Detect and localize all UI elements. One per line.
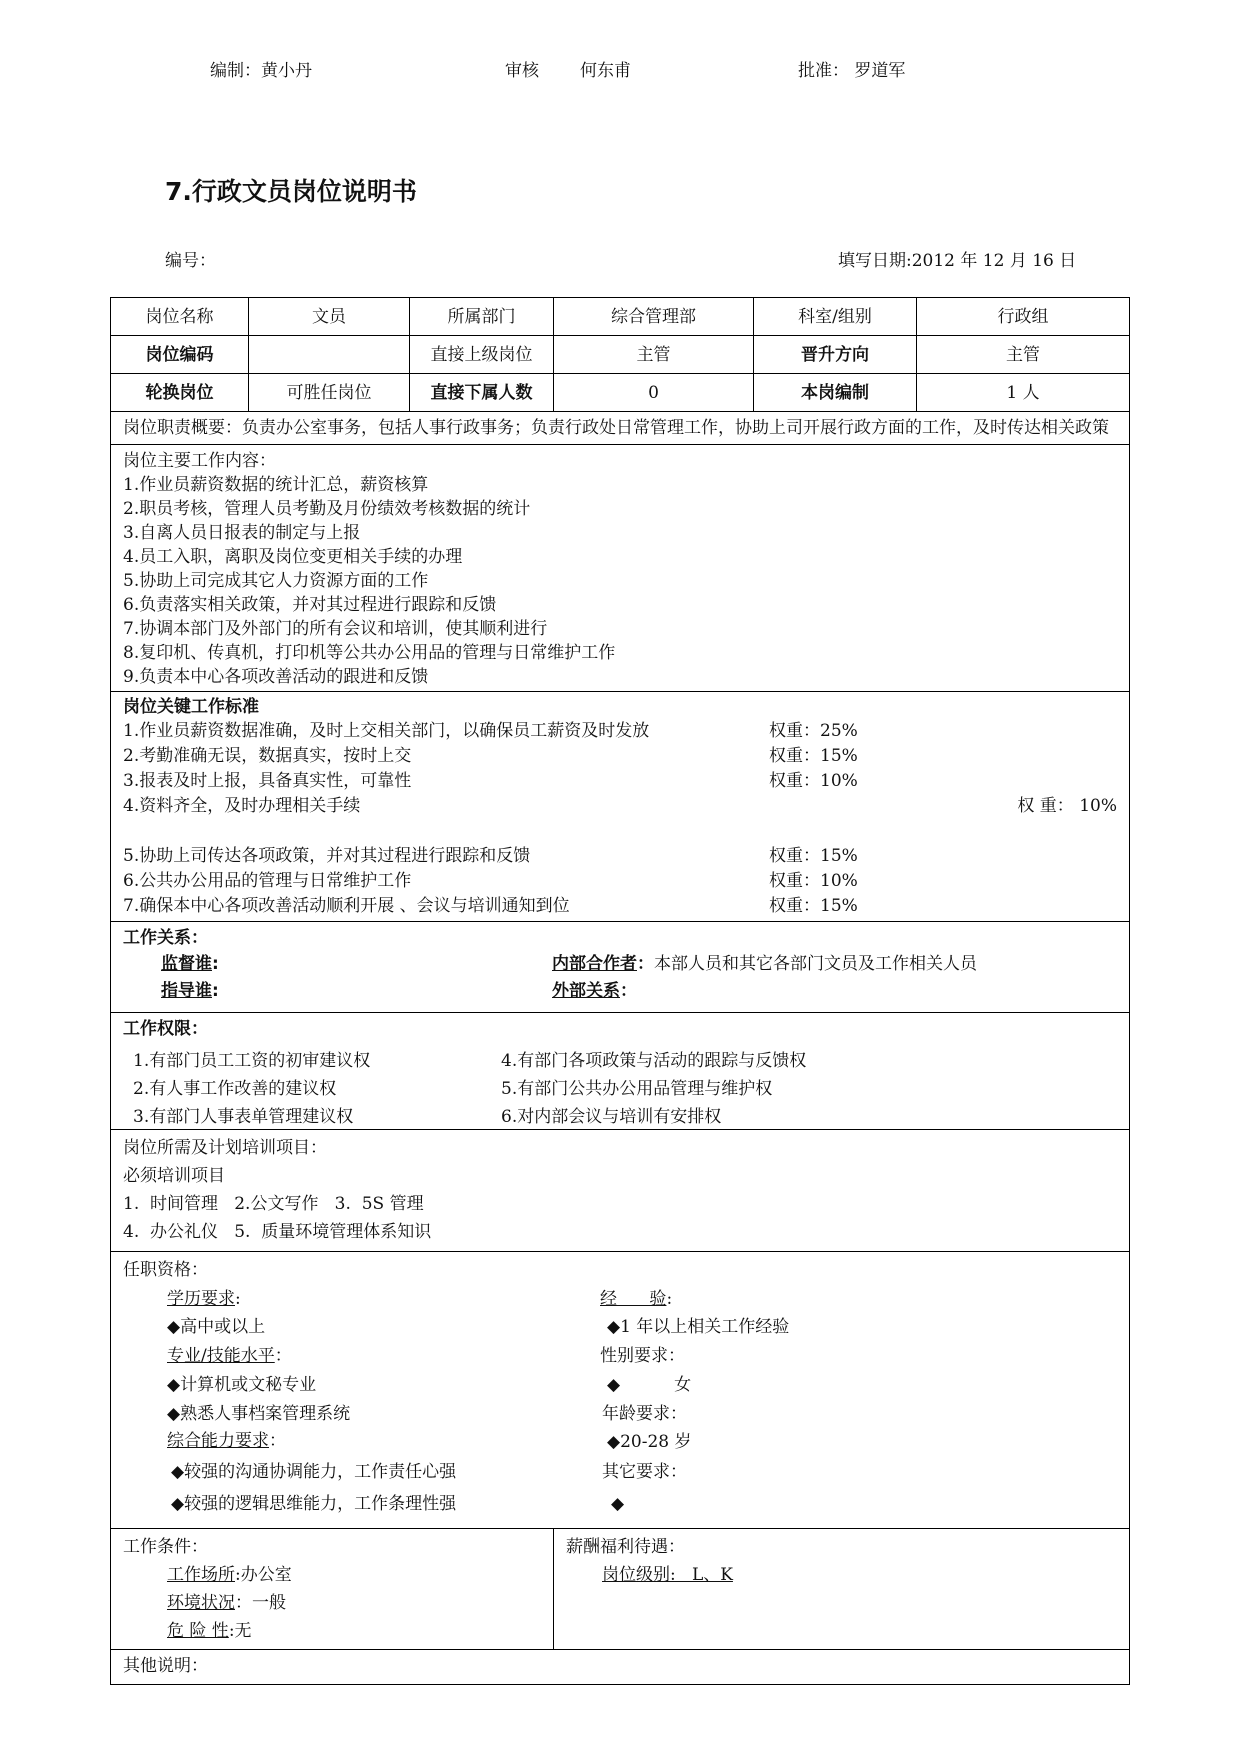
cell-value: 可胜任岗位 bbox=[249, 374, 410, 412]
doc-number-label: 编号： bbox=[165, 251, 216, 271]
list-item: 6.负责落实相关政策，并对其过程进行跟踪和反馈 bbox=[123, 595, 497, 615]
table-row bbox=[111, 412, 1130, 445]
cell-label: 直接上级岗位 bbox=[410, 336, 554, 374]
standards-cell bbox=[111, 692, 1130, 922]
table-row bbox=[111, 1013, 1130, 1130]
danger-value: :无 bbox=[228, 1621, 252, 1641]
gender-value: ◆ 女 bbox=[607, 1375, 692, 1395]
standard-weight: 权重：15% bbox=[769, 746, 858, 766]
guide-label: 指导谁 bbox=[161, 981, 212, 1001]
qualification-heading: 任职资格： bbox=[123, 1260, 208, 1280]
exp-field bbox=[600, 1287, 672, 1311]
standards-heading: 岗位关键工作标准 bbox=[123, 697, 259, 717]
standard-text: 1.作业员薪资数据准确，及时上交相关部门，以确保员工薪资及时发放 bbox=[123, 721, 650, 741]
list-item: 1.有部门员工工资的初审建议权 bbox=[133, 1051, 371, 1071]
env-field bbox=[123, 1589, 541, 1617]
other-cell bbox=[111, 1650, 1130, 1685]
internal-colon: ： bbox=[637, 954, 654, 974]
training-line: 4. 办公礼仪 5. 质量环境管理体系知识 bbox=[123, 1222, 432, 1242]
place-field bbox=[123, 1561, 541, 1589]
qualification-cell bbox=[111, 1252, 1130, 1529]
table-row bbox=[111, 922, 1130, 1013]
list-item: 6.对内部会议与培训有安排权 bbox=[501, 1107, 722, 1127]
authority-right bbox=[501, 1047, 806, 1131]
cell-label: 晋升方向 bbox=[754, 336, 917, 374]
page-title: 7.行政文员岗位说明书 bbox=[165, 177, 417, 206]
authority-heading: 工作权限： bbox=[123, 1019, 208, 1039]
cell-value bbox=[249, 336, 410, 374]
standard-text: 7.确保本中心各项改善活动顺利开展 、会议与培训通知到位 bbox=[123, 896, 570, 916]
list-item: 4.员工入职，离职及岗位变更相关手续的办理 bbox=[123, 547, 463, 567]
cell-label: 直接下属人数 bbox=[410, 374, 554, 412]
cell-value: 综合管理部 bbox=[554, 298, 754, 336]
other-value: ◆ bbox=[611, 1494, 625, 1514]
standard-weight: 权重：25% bbox=[769, 721, 858, 741]
age-value: ◆20-28 岁 bbox=[607, 1432, 692, 1452]
internal-value: 本部人员和其它各部门文员及工作相关人员 bbox=[654, 954, 977, 974]
salary-cell bbox=[554, 1529, 1130, 1650]
cell-value: 0 bbox=[554, 374, 754, 412]
conditions-cell bbox=[111, 1529, 554, 1650]
cell-value: 主管 bbox=[554, 336, 754, 374]
skill-field bbox=[167, 1344, 292, 1368]
edu-label: 学历要求 bbox=[167, 1289, 235, 1309]
exp-colon: : bbox=[666, 1289, 673, 1309]
other-notes: 其他说明： bbox=[123, 1656, 208, 1676]
standard-item bbox=[123, 769, 1117, 794]
danger-label: 危 险 性 bbox=[167, 1621, 229, 1641]
table-row bbox=[111, 374, 1130, 412]
training-heading: 岗位所需及计划培训项目： bbox=[123, 1138, 327, 1158]
gender-label: 性别要求： bbox=[600, 1346, 685, 1366]
list-item: 2.职员考核，管理人员考勤及月份绩效考核数据的统计 bbox=[123, 499, 531, 519]
training-line: 1. 时间管理 2.公文写作 3. 5S 管理 bbox=[123, 1194, 424, 1214]
table-row bbox=[111, 1650, 1130, 1685]
cell-value: 行政组 bbox=[917, 298, 1130, 336]
fill-date: 填写日期:2012 年 12 月 16 日 bbox=[838, 251, 1077, 271]
supervisor-colon: : bbox=[212, 954, 219, 974]
authority-cell bbox=[111, 1013, 1130, 1130]
summary-cell bbox=[111, 412, 1130, 445]
danger-field bbox=[123, 1617, 541, 1645]
exp-value: ◆1 年以上相关工作经验 bbox=[607, 1317, 790, 1337]
cell-value: 1 人 bbox=[917, 374, 1130, 412]
list-item: 3.自离人员日报表的制定与上报 bbox=[123, 523, 361, 543]
table-row bbox=[111, 298, 1130, 336]
table-row bbox=[111, 692, 1130, 922]
list-item: 2.有人事工作改善的建议权 bbox=[133, 1079, 337, 1099]
skill-colon: ： bbox=[274, 1346, 292, 1366]
skill-label: 专业/技能水平 bbox=[167, 1346, 275, 1366]
cell-label: 科室/组别 bbox=[754, 298, 917, 336]
skill-value: ◆计算机或文秘专业 bbox=[167, 1375, 317, 1395]
cell-value: 主管 bbox=[917, 336, 1130, 374]
standard-item bbox=[123, 869, 1117, 894]
internal-label: 内部合作者 bbox=[552, 954, 637, 974]
external-colon: ： bbox=[620, 981, 637, 1001]
salary-heading: 薪酬福利待遇： bbox=[566, 1537, 685, 1557]
table-row bbox=[111, 336, 1130, 374]
qualification-body bbox=[123, 1252, 1117, 1528]
table-row bbox=[111, 1130, 1130, 1252]
env-value: ：一般 bbox=[235, 1593, 286, 1613]
standard-weight: 权重：10% bbox=[769, 871, 858, 891]
duty-summary: 岗位职责概要：负责办公室事务，包括人事行政事务；负责行政处日常管理工作，协助上司开展行政方面的工作，及时传达相关政策 bbox=[123, 418, 1109, 438]
cell-label: 轮换岗位 bbox=[111, 374, 249, 412]
list-item: 4.有部门各项政策与活动的跟踪与反馈权 bbox=[501, 1051, 807, 1071]
cell-label: 所属部门 bbox=[410, 298, 554, 336]
age-label: 年龄要求： bbox=[602, 1404, 687, 1424]
training-subheading: 必须培训项目 bbox=[123, 1166, 225, 1186]
conditions-heading: 工作条件： bbox=[123, 1537, 208, 1557]
cell-label: 岗位编码 bbox=[111, 336, 249, 374]
authority-left bbox=[133, 1047, 370, 1131]
standard-text: 2.考勤准确无误，数据真实，按时上交 bbox=[123, 746, 412, 766]
ability-field bbox=[167, 1429, 286, 1453]
ability-label: 综合能力要求 bbox=[167, 1431, 269, 1451]
standard-item bbox=[123, 844, 1117, 869]
standard-weight: 权 重： 10% bbox=[1017, 796, 1117, 816]
main-work-cell bbox=[111, 445, 1130, 692]
external-field bbox=[552, 979, 637, 1003]
standard-item bbox=[123, 744, 1117, 769]
standard-weight: 权重：10% bbox=[769, 771, 858, 791]
table-row bbox=[111, 1252, 1130, 1529]
standard-item bbox=[123, 719, 1117, 744]
place-label: 工作场所 bbox=[167, 1565, 235, 1585]
skill-value: ◆熟悉人事档案管理系统 bbox=[167, 1404, 351, 1424]
supervisor-label: 监督谁 bbox=[161, 954, 212, 974]
cell-value: 文员 bbox=[249, 298, 410, 336]
approved-by: 批准： 罗道军 bbox=[798, 61, 906, 81]
relations-body bbox=[123, 950, 1117, 1006]
list-item: 8.复印机、传真机，打印机等公共办公用品的管理与日常维护工作 bbox=[123, 643, 616, 663]
other-label: 其它要求： bbox=[602, 1462, 687, 1482]
standard-text: 3.报表及时上报，具备真实性，可靠性 bbox=[123, 771, 412, 791]
standard-weight: 权重：15% bbox=[769, 846, 858, 866]
edu-colon: : bbox=[235, 1289, 241, 1309]
standard-text: 5.协助上司传达各项政策，并对其过程进行跟踪和反馈 bbox=[123, 846, 531, 866]
salary-level: 岗位级别: L、K bbox=[602, 1565, 733, 1585]
external-label: 外部关系 bbox=[552, 981, 620, 1001]
list-item: 7.协调本部门及外部门的所有会议和培训，使其顺利进行 bbox=[123, 619, 548, 639]
place-value: :办公室 bbox=[235, 1565, 292, 1585]
edu-field bbox=[167, 1287, 241, 1311]
list-item: 5.协助上司完成其它人力资源方面的工作 bbox=[123, 571, 429, 591]
ability-colon: ： bbox=[269, 1431, 286, 1451]
standard-text: 6.公共办公用品的管理与日常维护工作 bbox=[123, 871, 412, 891]
table-row bbox=[111, 445, 1130, 692]
cell-label: 岗位名称 bbox=[111, 298, 249, 336]
prepared-by: 编制：黄小丹 bbox=[210, 61, 312, 81]
list-item: 3.有部门人事表单管理建议权 bbox=[133, 1107, 354, 1127]
standard-item bbox=[123, 894, 1117, 919]
cell-label: 本岗编制 bbox=[754, 374, 917, 412]
edu-value: ◆高中或以上 bbox=[167, 1317, 266, 1337]
list-item: 9.负责本中心各项改善活动的跟进和反馈 bbox=[123, 667, 429, 687]
salary-level-field bbox=[566, 1561, 1117, 1589]
list-item: 1.作业员薪资数据的统计汇总，薪资核算 bbox=[123, 475, 429, 495]
supervisor-field bbox=[161, 952, 219, 976]
env-label: 环境状况 bbox=[167, 1593, 235, 1613]
job-description-table bbox=[110, 297, 1130, 1685]
training-cell bbox=[111, 1130, 1130, 1252]
reviewed-label: 审核 bbox=[505, 61, 539, 81]
relations-cell bbox=[111, 922, 1130, 1013]
standard-text: 4.资料齐全，及时办理相关手续 bbox=[123, 796, 361, 816]
list-item: 5.有部门公共办公用品管理与维护权 bbox=[501, 1079, 773, 1099]
reviewed-by: 何东甫 bbox=[580, 61, 631, 81]
guide-field bbox=[161, 979, 219, 1003]
standard-item bbox=[123, 794, 1117, 844]
exp-label: 经 验 bbox=[600, 1289, 667, 1309]
authority-body bbox=[123, 1047, 1117, 1127]
ability-value: ◆较强的逻辑思维能力，工作条理性强 bbox=[171, 1494, 457, 1514]
guide-colon: : bbox=[212, 981, 219, 1001]
table-row bbox=[111, 1529, 1130, 1650]
ability-value: ◆较强的沟通协调能力，工作责任心强 bbox=[171, 1462, 457, 1482]
standard-weight: 权重：15% bbox=[769, 896, 858, 916]
main-work-heading: 岗位主要工作内容： bbox=[123, 451, 276, 471]
relations-heading: 工作关系： bbox=[123, 928, 208, 948]
internal-field bbox=[552, 952, 977, 976]
